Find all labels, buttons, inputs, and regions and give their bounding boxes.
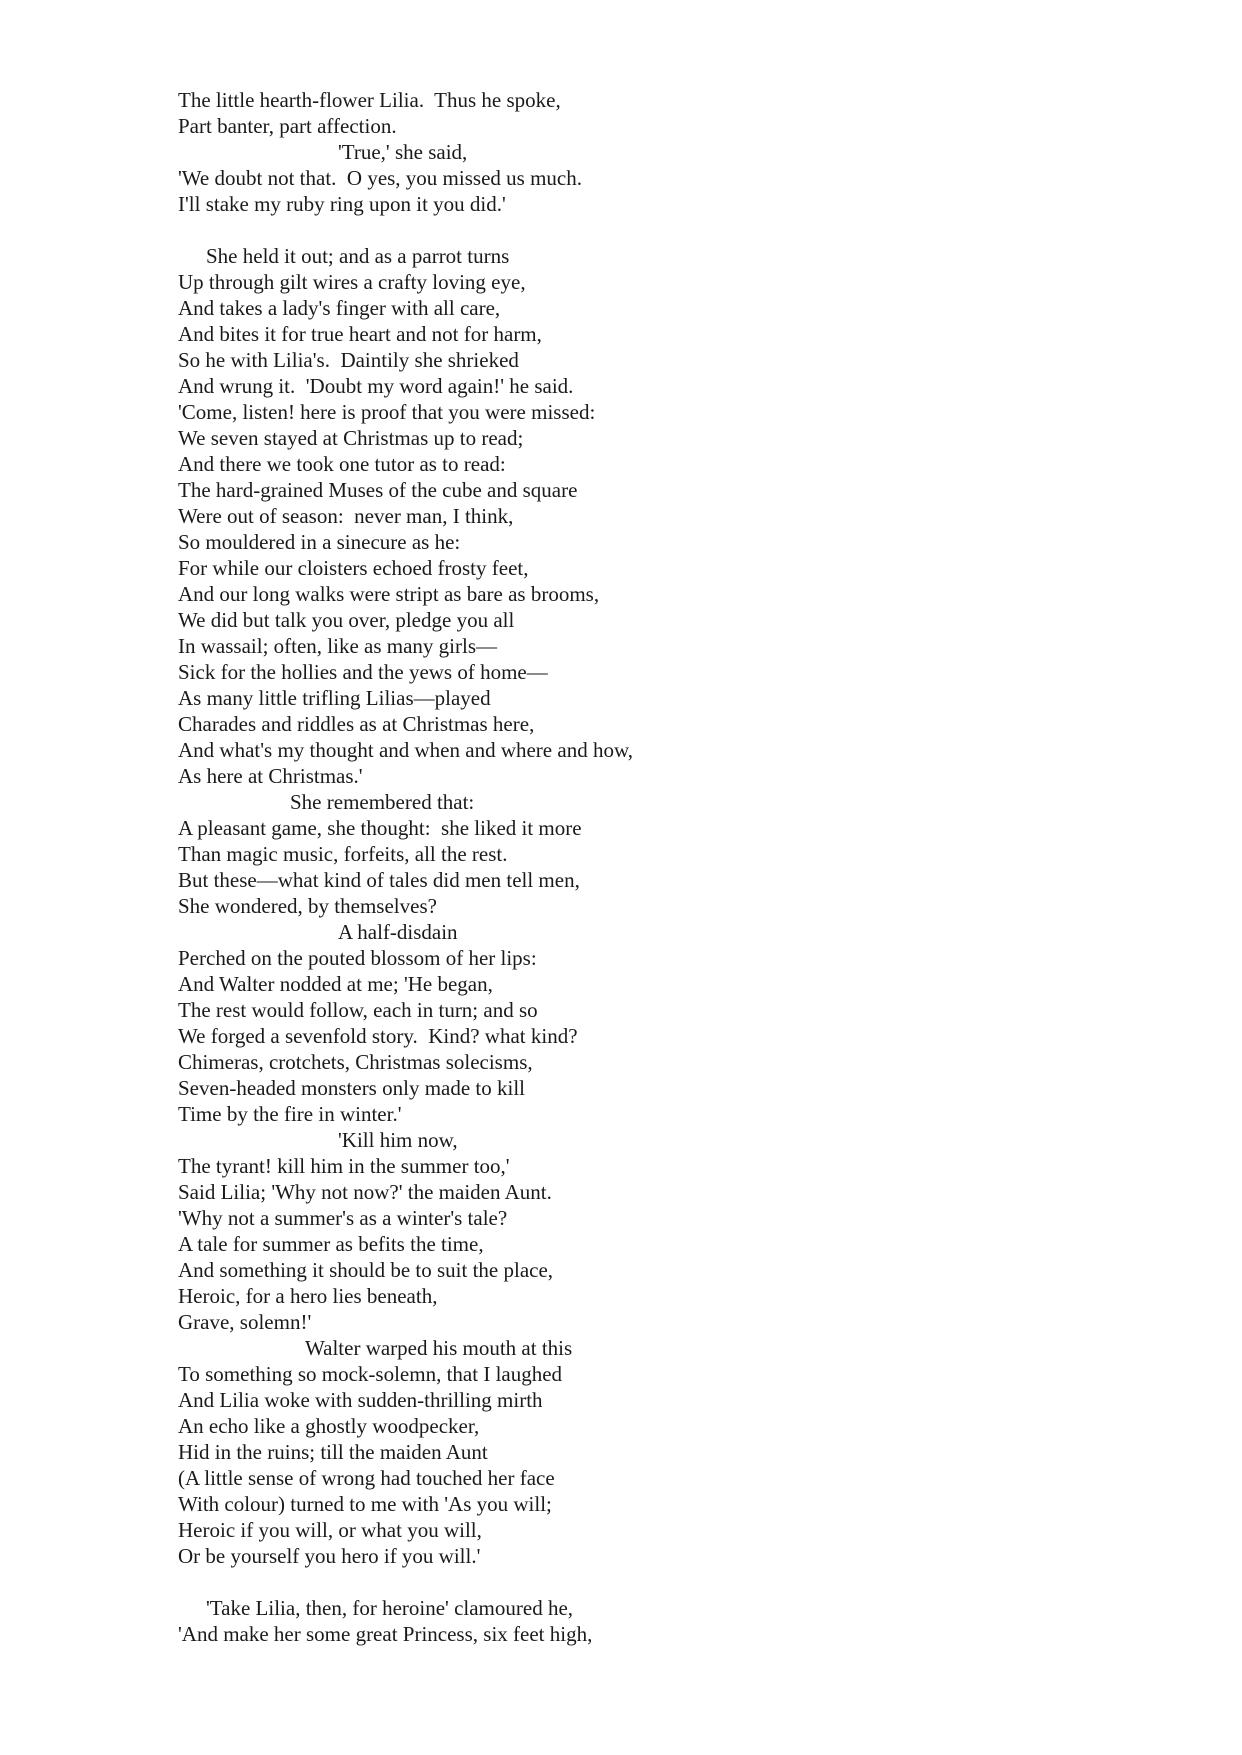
poem-text: [178, 87, 1178, 1647]
poem-line: And what's my thought and when and where and how,: [178, 738, 633, 762]
poem-line: In wassail; often, like as many girls—: [178, 634, 498, 658]
poem-line: The tyrant! kill him in the summer too,': [178, 1154, 510, 1178]
poem-line: For while our cloisters echoed frosty feet,: [178, 556, 529, 580]
poem-line: And something it should be to suit the place,: [178, 1258, 554, 1282]
poem-line: An echo like a ghostly woodpecker,: [178, 1414, 480, 1438]
poem-line: The little hearth-flower Lilia. Thus he spoke,: [178, 88, 561, 112]
poem-line: We did but talk you over, pledge you all: [178, 608, 515, 632]
poem-line: And Lilia woke with sudden-thrilling mirth: [178, 1388, 543, 1412]
stanza-break: [178, 1569, 1178, 1595]
poem-line: 'And make her some great Princess, six feet high,: [178, 1622, 593, 1646]
poem-line: But these—what kind of tales did men tell men,: [178, 868, 580, 892]
poem-line: She remembered that:: [290, 790, 475, 814]
poem-line: I'll stake my ruby ring upon it you did.': [178, 192, 506, 216]
poem-line: The rest would follow, each in turn; and so: [178, 998, 538, 1022]
poem-line: To something so mock-solemn, that I laughed: [178, 1362, 563, 1386]
stanza-break: [178, 217, 1178, 243]
poem-line: A tale for summer as befits the time,: [178, 1232, 484, 1256]
poem-line: Walter warped his mouth at this: [305, 1336, 573, 1360]
poem-line: And Walter nodded at me; 'He began,: [178, 972, 493, 996]
poem-line: And takes a lady's finger with all care,: [178, 296, 501, 320]
poem-line: 'Kill him now,: [338, 1128, 458, 1152]
poem-line: And wrung it. 'Doubt my word again!' he said.: [178, 374, 574, 398]
poem-line: Seven-headed monsters only made to kill: [178, 1076, 526, 1100]
poem-line: 'Take Lilia, then, for heroine' clamoured he,: [206, 1596, 574, 1620]
poem-line: 'Why not a summer's as a winter's tale?: [178, 1206, 508, 1230]
poem-line: With colour) turned to me with 'As you will;: [178, 1492, 552, 1516]
poem-line: As here at Christmas.': [178, 764, 363, 788]
poem-line: (A little sense of wrong had touched her face: [178, 1466, 555, 1490]
poem-line: We forged a sevenfold story. Kind? what kind?: [178, 1024, 578, 1048]
poem-line: Up through gilt wires a crafty loving eye,: [178, 270, 526, 294]
poem-line: She held it out; and as a parrot turns: [206, 244, 510, 268]
poem-line: Chimeras, crotchets, Christmas solecisms,: [178, 1050, 533, 1074]
poem-line: She wondered, by themselves?: [178, 894, 437, 918]
poem-line: Said Lilia; 'Why not now?' the maiden Aunt.: [178, 1180, 552, 1204]
poem-line: So he with Lilia's. Daintily she shrieked: [178, 348, 519, 372]
poem-line: We seven stayed at Christmas up to read;: [178, 426, 524, 450]
poem-line: And our long walks were stript as bare as brooms,: [178, 582, 600, 606]
poem-line: And bites it for true heart and not for harm,: [178, 322, 542, 346]
poem-line: Were out of season: never man, I think,: [178, 504, 514, 528]
poem-line: Sick for the hollies and the yews of home—: [178, 660, 548, 684]
poem-line: As many little trifling Lilias—played: [178, 686, 491, 710]
poem-line: The hard-grained Muses of the cube and square: [178, 478, 578, 502]
poem-line: Than magic music, forfeits, all the rest.: [178, 842, 508, 866]
poem-line: 'True,' she said,: [338, 140, 468, 164]
poem-line: Heroic if you will, or what you will,: [178, 1518, 482, 1542]
poem-line: Hid in the ruins; till the maiden Aunt: [178, 1440, 488, 1464]
poem-line: Grave, solemn!': [178, 1310, 312, 1334]
poem-line: A pleasant game, she thought: she liked it more: [178, 816, 582, 840]
poem-line: Time by the fire in winter.': [178, 1102, 402, 1126]
poem-line: A half-disdain: [338, 920, 458, 944]
poem-line: Heroic, for a hero lies beneath,: [178, 1284, 438, 1308]
poem-line: Or be yourself you hero if you will.': [178, 1544, 481, 1568]
poem-line: And there we took one tutor as to read:: [178, 452, 506, 476]
poem-line: Charades and riddles as at Christmas here,: [178, 712, 535, 736]
poem-line: Part banter, part affection.: [178, 114, 397, 138]
poem-line: 'Come, listen! here is proof that you were missed:: [178, 400, 596, 424]
poem-line: Perched on the pouted blossom of her lips:: [178, 946, 537, 970]
poem-line: 'We doubt not that. O yes, you missed us much.: [178, 166, 582, 190]
poem-line: So mouldered in a sinecure as he:: [178, 530, 461, 554]
